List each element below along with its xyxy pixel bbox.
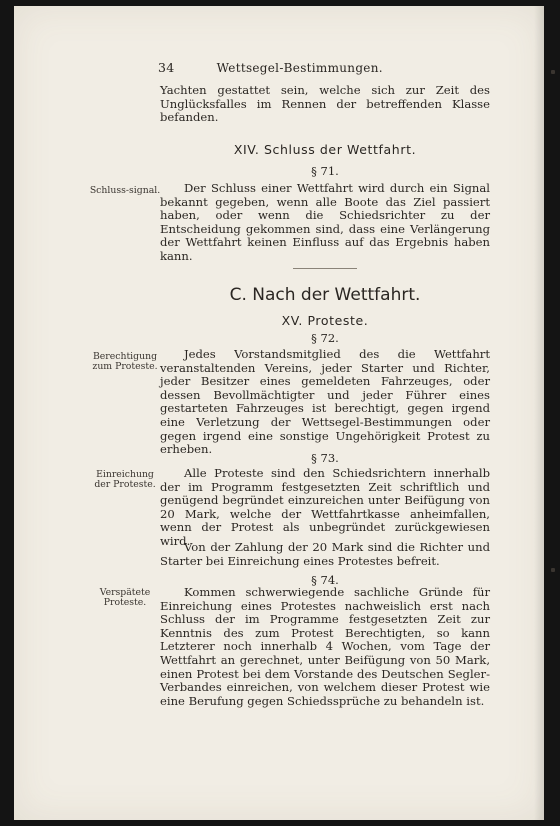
section-xv-heading: XV. Proteste.	[281, 313, 369, 328]
running-header	[158, 60, 383, 75]
margin-note-71: Schluss-signal.	[89, 185, 161, 196]
paragraph-71-text: Der Schluss einer Wettfahrt wird durch ein Signal bekannt gegeben, wenn alle Boote das Ziel passiert haben, oder wenn die Schiedsrichter zu der Entscheidung gekommen sind, dass eine Verlängerung der Wettfahrt keinen Einfluss auf das Ergebnis haben kann.	[160, 181, 490, 263]
paragraph-71-number: § 71.	[311, 164, 339, 178]
paragraph-72-text: Jedes Vorstandsmitglied des die Wettfahrt veranstaltenden Vereins, jeder Starter und Richter, jeder Besitzer eines gemeldeten Fahrzeuges, oder dessen Bevollmächtigter und jeder Führer eines gestarteten Fahrzeuges ist berechtigt, gegen irgend eine Verletzung der Wettsegel-Bestimmungen oder gegen irgend eine sonstige Ungehörigkeit Protest zu erheben.	[160, 347, 490, 457]
scan-edge-mark	[551, 568, 555, 572]
paragraph-73-text: Alle Proteste sind den Schiedsrichtern innerhalb der im Programm festgesetzten Zeit schriftlich und genügend begründet einzureichen unter Beifügung von 20 Mark, welche der Wettfahrtkasse anheimfallen, wenn der Protest als unbegründet zurückgewiesen wird.	[160, 466, 490, 548]
paragraph-74-text: Kommen schwerwiegende sachliche Gründe für Einreichung eines Protestes nachweislich erst nach Schluss der im Programme festgesetzten Zeit zur Kenntnis des zum Protest Berechtigten, so kann Letzterer noch innerhalb 4 Wochen, vom Tage der Wettfahrt an gerechnet, unter Beifügung von 50 Mark, einen Protest bei dem Vorstande des Deutschen Segler-Verbandes einreichen, von welchem dieser Protest wie eine Berufung gegen Schiedssprüche zu behandeln ist.	[160, 585, 490, 708]
running-title: Wettsegel-Bestimmungen.	[216, 61, 383, 75]
margin-note-74: Verspätete Proteste.	[99, 587, 151, 609]
page-edge-shadow	[534, 6, 544, 820]
page-number: 34	[158, 60, 175, 75]
top-paragraph: Yachten gestattet sein, welche sich zur Zeit des Unglücksfalles im Rennen der betreffenden Klasse befanden.	[160, 83, 490, 125]
paragraph-73-continuation: Von der Zahlung der 20 Mark sind die Richter und Starter bei Einreichung eines Protestes befreit.	[160, 540, 490, 568]
paragraph-73-number: § 73.	[311, 451, 339, 465]
part-c-heading: C. Nach der Wettfahrt.	[229, 285, 421, 305]
section-divider-rule	[293, 268, 357, 269]
section-xiv-heading: XIV. Schluss der Wettfahrt.	[233, 142, 417, 157]
paragraph-74-number: § 74.	[311, 573, 339, 587]
margin-note-72: Berechtigung zum Proteste.	[92, 351, 158, 373]
margin-note-73: Einreichung der Proteste.	[94, 469, 156, 491]
paragraph-72-number: § 72.	[311, 331, 339, 345]
scan-edge-mark	[551, 70, 555, 74]
